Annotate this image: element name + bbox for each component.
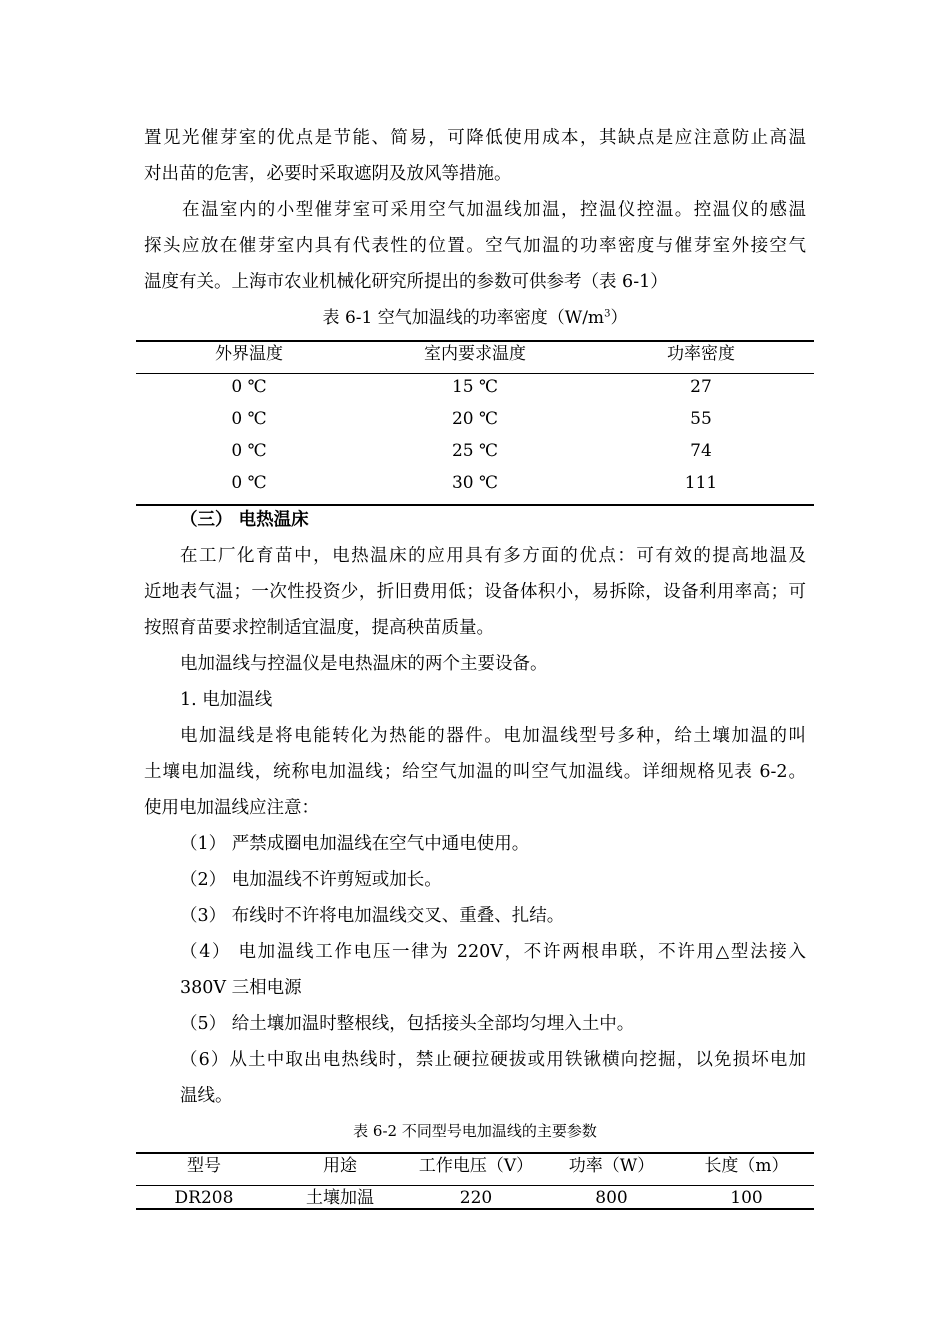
paragraph-line: 电加温线是将电能转化为热能的器件。电加温线型号多种，给土壤加温的叫 (180, 726, 806, 746)
paragraph-line: 近地表气温；一次性投资少，折旧费用低；设备体积小，易拆除，设备利用率高；可 (144, 582, 806, 602)
paragraph-line: 在温室内的小型催芽室可采用空气加温线加温，控温仪控温。控温仪的感温 (182, 200, 806, 220)
table2-cell: 100 (730, 1188, 763, 1208)
paragraph-line: 土壤电加温线，统称电加温线；给空气加温的叫空气加温线。详细规格见表 6-2。 (144, 762, 806, 782)
note-item: （5） 给土壤加温时整根线，包括接头全部均匀埋入土中。 (180, 1014, 635, 1034)
note-item: （2） 电加温线不许剪短或加长。 (180, 870, 442, 890)
table2-cell: 土壤加温 (306, 1188, 374, 1208)
paragraph-line: 电加温线与控温仪是电热温床的两个主要设备。 (180, 654, 548, 674)
table2-header-cell: 工作电压（V） (418, 1156, 534, 1176)
section-heading: （三） 电热温床 (180, 510, 309, 530)
note-item-continuation: 380V 三相电源 (180, 978, 302, 998)
table1-caption (0, 307, 950, 329)
table2-cell: DR208 (174, 1188, 234, 1208)
table1-cell: 27 (690, 377, 712, 397)
table1-header-cell: 功率密度 (667, 344, 735, 364)
table2-header-cell: 型号 (187, 1156, 221, 1176)
table1-bottom-rule (136, 504, 814, 506)
table1-cell: 0 ℃ (231, 473, 267, 493)
table1-header-cell: 外界温度 (215, 344, 283, 364)
table2-top-rule (136, 1152, 814, 1154)
table2-header-cell: 长度（m） (704, 1156, 789, 1176)
paragraph-line: 对出苗的危害，必要时采取遮阴及放风等措施。 (144, 164, 512, 184)
table2-cell: 800 (595, 1188, 628, 1208)
table1-cell: 74 (690, 441, 712, 461)
table1-caption-text: 表 6-1 空气加温线的功率密度（W/m (322, 308, 605, 328)
table1-cell: 55 (690, 409, 712, 429)
paragraph-line: 置见光催芽室的优点是节能、简易，可降低使用成本，其缺点是应注意防止高温 (144, 128, 806, 148)
table2-caption: 表 6-2 不同型号电加温线的主要参数 (353, 1122, 597, 1140)
table1-caption-superscript: 3 (604, 308, 611, 320)
table1-cell: 0 ℃ (231, 409, 267, 429)
paragraph-line: 使用电加温线应注意： (144, 798, 319, 818)
paragraph-line: 温度有关。上海市农业机械化研究所提出的参数可供参考（表 6-1） (144, 272, 668, 292)
table2-header-cell: 功率（W） (568, 1156, 655, 1176)
table1-header-cell: 室内要求温度 (424, 344, 526, 364)
table2-header-cell: 用途 (323, 1156, 357, 1176)
note-item: （1） 严禁成圈电加温线在空气中通电使用。 (180, 834, 530, 854)
table1-cell: 15 ℃ (451, 377, 499, 397)
table1-cell: 20 ℃ (451, 409, 499, 429)
table1-caption-close: ） (610, 308, 628, 328)
subsection-heading: 1. 电加温线 (180, 690, 273, 710)
table1-cell: 25 ℃ (451, 441, 499, 461)
note-item: （6）从土中取出电热线时，禁止硬拉硬拔或用铁锹横向挖掘，以免损坏电加 (180, 1050, 806, 1070)
table2-cell: 220 (459, 1188, 493, 1208)
note-item: （4） 电加温线工作电压一律为 220V，不许两根串联，不许用△型法接入 (180, 942, 806, 962)
table1-cell: 111 (684, 473, 718, 493)
note-item-continuation: 温线。 (180, 1086, 233, 1106)
table1-cell: 0 ℃ (231, 377, 267, 397)
paragraph-line: 按照育苗要求控制适宜温度，提高秧苗质量。 (144, 618, 494, 638)
paragraph-line: 探头应放在催芽室内具有代表性的位置。空气加温的功率密度与催芽室外接空气 (144, 236, 806, 256)
paragraph-line: 在工厂化育苗中，电热温床的应用具有多方面的优点：可有效的提高地温及 (180, 546, 806, 566)
table1-top-rule (136, 340, 814, 342)
table2-bottom-rule (136, 1208, 814, 1210)
table2-header-rule (136, 1185, 814, 1186)
note-item: （3） 布线时不许将电加温线交叉、重叠、扎结。 (180, 906, 565, 926)
table1-cell: 0 ℃ (231, 441, 267, 461)
table1-cell: 30 ℃ (451, 473, 499, 493)
table1-header-rule (136, 373, 814, 374)
